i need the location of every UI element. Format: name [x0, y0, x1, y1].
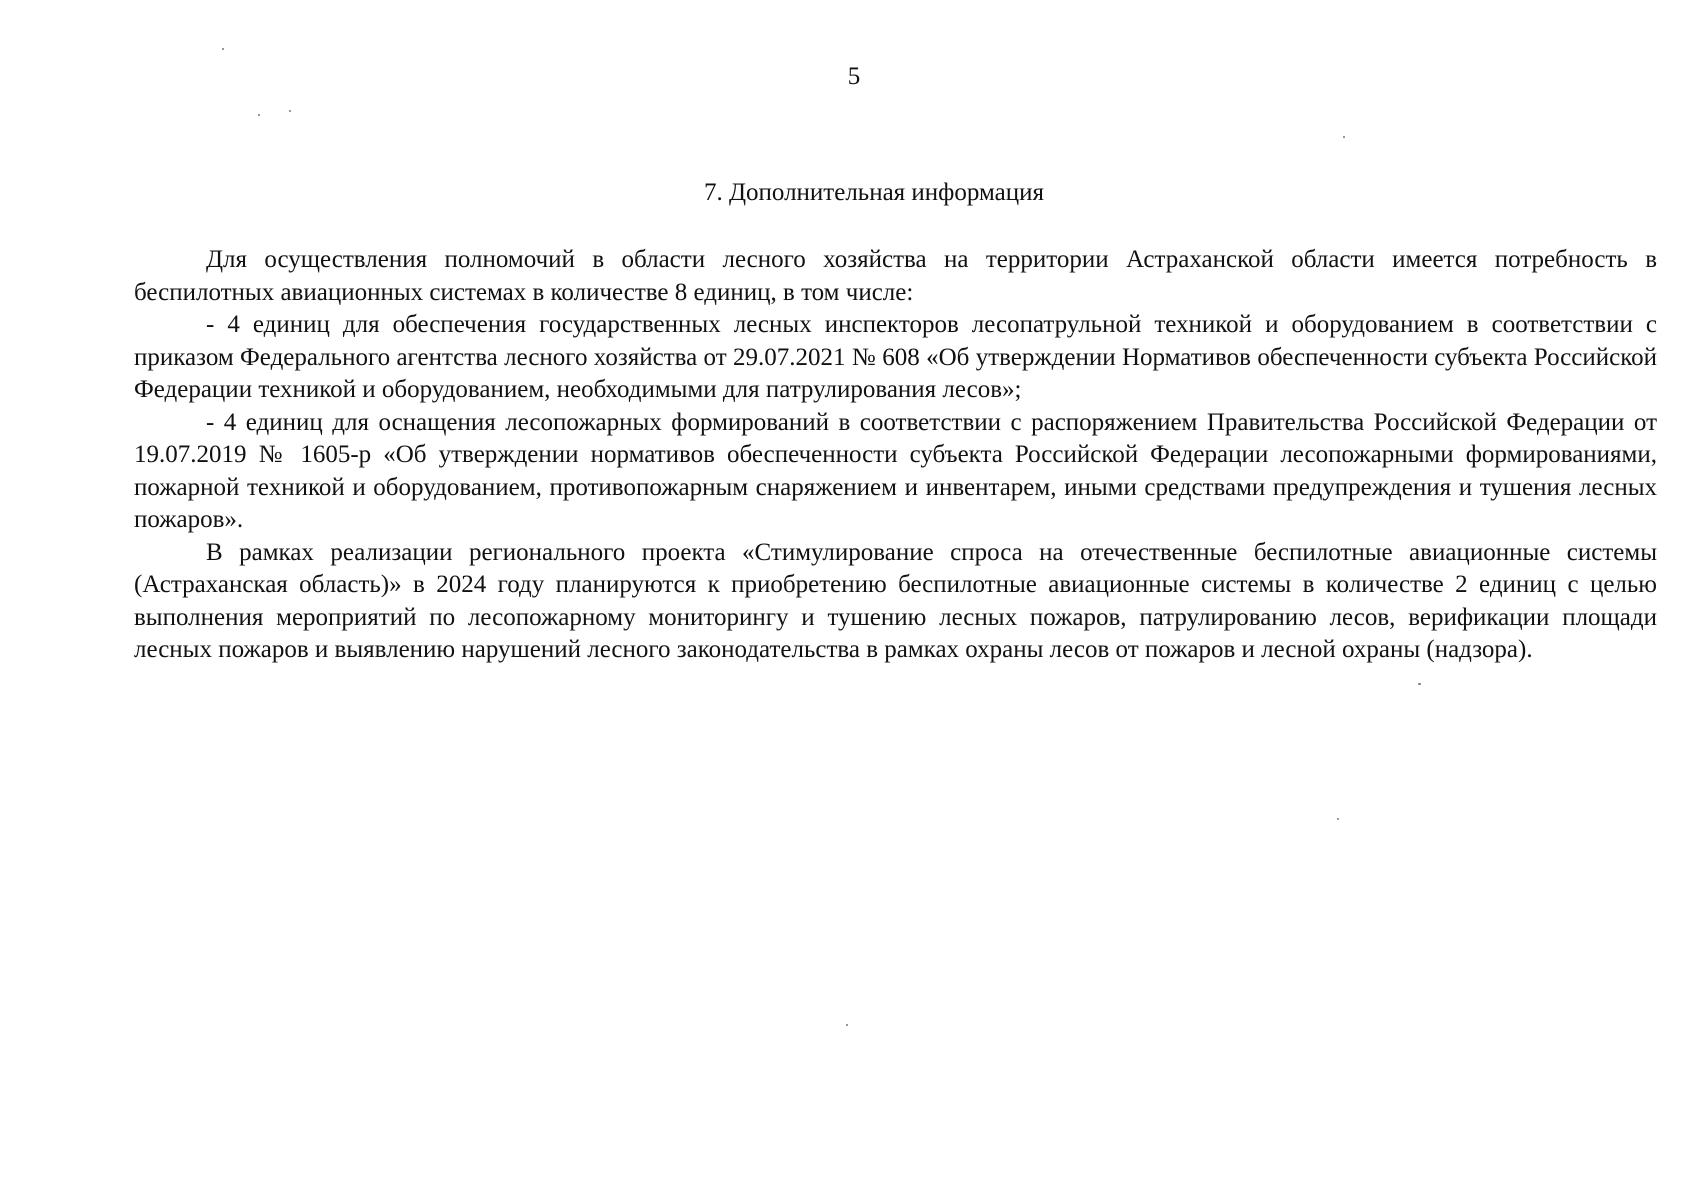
paragraph-item-inspectors: - 4 единиц для обеспечения государственных лесных инспекторов лесопатрульной техникой и оборудованием в соответствии с приказом Федерального агентства лесного хозяйства от 29.07.2021 № 608 «Об утверждении Нормативов обеспеченности субъекта Российской Федерации техникой и оборудованием, необходимыми для патрулирования лесов»;: [134, 311, 1657, 403]
scan-speck: [1337, 818, 1339, 820]
scan-speck: [1418, 683, 1421, 685]
paragraph-regional-project: В рамках реализации регионального проекта «Стимулирование спроса на отечественные беспилотные авиационные системы (Астраханская область)» в 2024 году планируются к приобретению беспилотные авиационные системы в количестве 2 единиц с целью выполнения мероприятий по лесопожарному мониторингу и тушению лесных пожаров, патрулированию лесов, верификации площади лесных пожаров и выявлению нарушений лесного законодательства в рамках охраны лесов от пожаров и лесной охраны (надзора).: [134, 538, 1657, 663]
paragraph-item-fire-formations: - 4 единиц для оснащения лесопожарных формирований в соответствии с распоряжением Правительства Российской Федерации от 19.07.2019 № 1605-р «Об утверждении нормативов обеспеченности субъекта Российской Федерации лесопожарными формированиями, пожарной техникой и оборудованием, противопожарным снаряжением и инвентарем, иными средствами предупреждения и тушения лесных пожаров».: [134, 408, 1657, 533]
page-number: 5: [847, 63, 861, 90]
scan-speck: [258, 114, 260, 116]
paragraph-intro: Для осуществления полномочий в области лесного хозяйства на территории Астраханской области имеется потребность в беспилотных авиационных системах в количестве 8 единиц, в том числе:: [134, 246, 1657, 306]
scan-speck: [846, 1024, 848, 1026]
section-body: [134, 244, 1657, 667]
scan-speck: [289, 110, 291, 112]
section-title: 7. Дополнительная информация: [703, 179, 1045, 206]
scan-speck: [222, 48, 224, 50]
scan-speck: [1343, 136, 1345, 138]
